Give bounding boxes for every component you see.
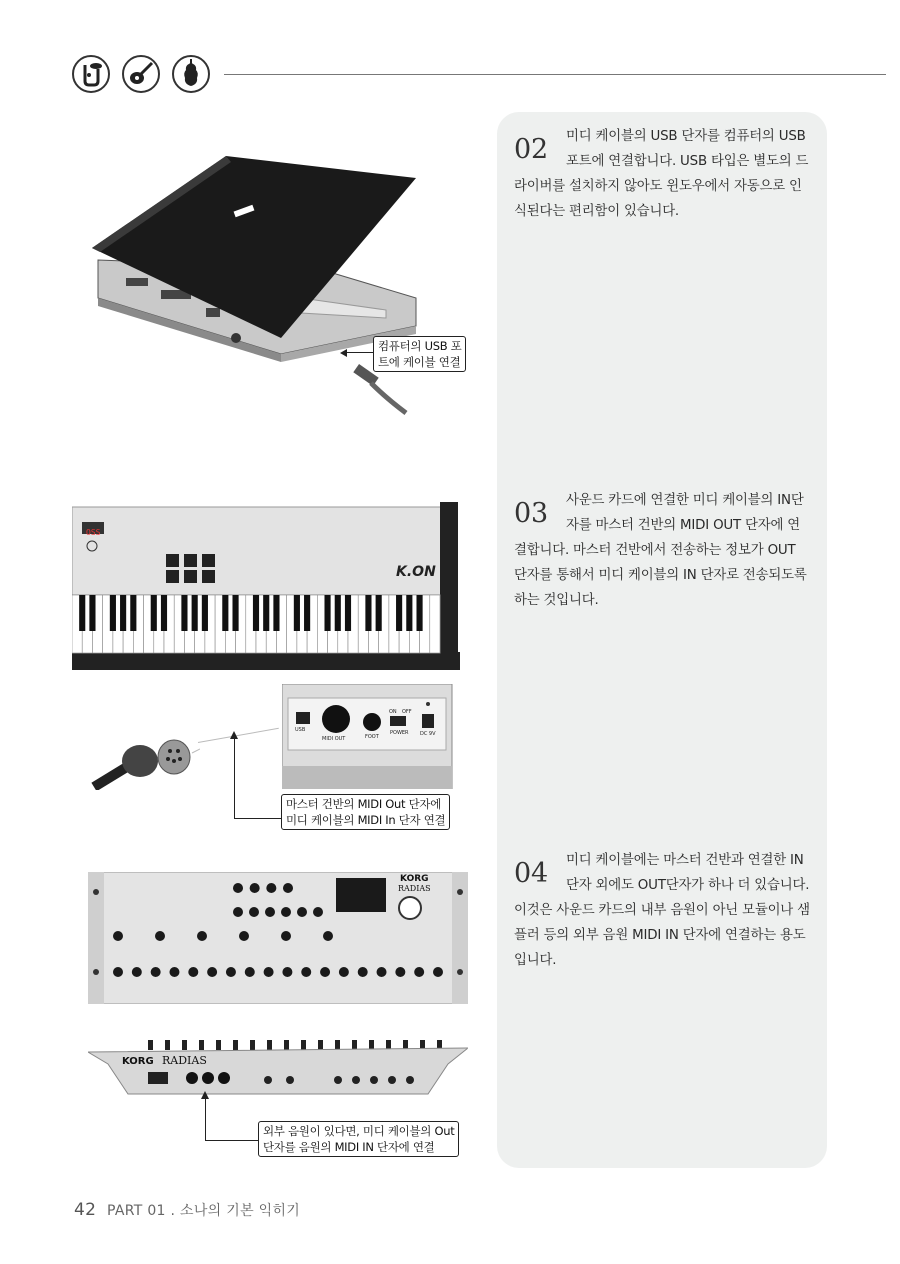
synth-rear-knob — [267, 1040, 272, 1050]
step-02 — [514, 124, 810, 224]
synth-knob — [414, 967, 424, 977]
synth-rear-knob — [216, 1040, 221, 1050]
step-number: 03 — [514, 498, 548, 529]
synth-knob — [339, 967, 349, 977]
black-key — [294, 595, 300, 631]
black-key — [79, 595, 85, 631]
callout-line: 트에 케이블 연결 — [378, 355, 461, 369]
black-key — [416, 595, 422, 631]
synth-rear-knob — [148, 1040, 153, 1050]
synth-knob — [155, 931, 165, 941]
midi-plug-guide-line — [198, 728, 279, 743]
synth-knob — [113, 931, 123, 941]
black-key — [151, 595, 157, 631]
synth-knob — [151, 967, 161, 977]
synth-knob — [266, 883, 276, 893]
synth-knob — [249, 907, 259, 917]
power-label: POWER — [390, 730, 409, 736]
synth-knob — [233, 883, 243, 893]
synth-module-front-image — [88, 872, 468, 1004]
black-key — [202, 595, 208, 631]
synth-knob — [132, 967, 142, 977]
synth-rear-knob — [352, 1040, 357, 1050]
keyboard-brand: K.ON — [396, 564, 436, 580]
synth-knob — [233, 907, 243, 917]
callout-line: 마스터 건반의 MIDI Out 단자에 — [286, 797, 442, 811]
black-key — [406, 595, 412, 631]
step-text: 미디 케이블에는 마스터 건반과 연결한 IN단자 외에도 OUT단자가 하나 더 있습니다. 이것은 사운드 카드의 내부 음원이 아닌 모듈이나 샘플러 등의 외부 음원 MIDI IN 단자에 연결하는 용도 입니다. — [514, 853, 810, 968]
synth-knob — [207, 967, 217, 977]
synth-knob — [395, 967, 405, 977]
laptop-callout — [373, 336, 466, 372]
synth-knob — [245, 967, 255, 977]
callout-line: 외부 음원이 있다면, 미디 케이블의 Out — [263, 1124, 455, 1138]
synth-knob — [377, 967, 387, 977]
laptop-image — [86, 148, 426, 423]
synth-knob — [358, 967, 368, 977]
header-rule — [224, 74, 886, 75]
guitar-icon — [122, 55, 160, 93]
synth-model: RADIAS — [398, 884, 431, 893]
black-key — [222, 595, 228, 631]
white-key — [430, 595, 440, 653]
synth-rear-brand: KORG — [122, 1056, 154, 1067]
synth-rear-knob — [182, 1040, 187, 1050]
synth-module-rear-image — [88, 1034, 468, 1104]
tuba-icon — [72, 55, 110, 93]
usb-port-label: USB — [295, 727, 306, 733]
violin-icon — [172, 55, 210, 93]
synth-knob — [283, 883, 293, 893]
laptop-callout-leader — [346, 352, 374, 353]
on-label: ON — [389, 709, 397, 715]
black-key — [304, 595, 310, 631]
black-key — [232, 595, 238, 631]
keyboard-callout-leader — [234, 738, 235, 818]
synth-knob — [320, 967, 330, 977]
black-key — [396, 595, 402, 631]
synth-rear-model: RADIAS — [162, 1054, 207, 1067]
black-key — [324, 595, 330, 631]
footer-separator: . — [170, 1203, 181, 1219]
footer-part: PART 01 — [107, 1203, 166, 1219]
synth-brand: KORG — [400, 874, 429, 884]
synth-knob — [197, 931, 207, 941]
synth-rear-knob — [335, 1040, 340, 1050]
module-callout-arrowhead — [201, 1091, 209, 1099]
midi-plug-image — [90, 735, 200, 790]
black-key — [120, 595, 126, 631]
step-text: 미디 케이블의 USB 단자를 컴퓨터의 USB 포트에 연결합니다. USB 타입은 별도의 드라이버를 설치하지 않아도 윈도우에서 자동으로 인식된다는 편리함이 있습니다. — [514, 129, 809, 219]
step-03 — [514, 488, 810, 613]
black-key — [89, 595, 95, 631]
black-key — [181, 595, 187, 631]
header-icons — [72, 55, 217, 95]
step-04 — [514, 848, 810, 973]
callout-line: 미디 케이블의 MIDI In 단자 연결 — [286, 813, 446, 827]
module-callout-leader-h — [205, 1140, 259, 1141]
synth-rear-knob — [318, 1040, 323, 1050]
module-callout-leader — [205, 1098, 206, 1140]
synth-rear-knob — [199, 1040, 204, 1050]
black-key — [376, 595, 382, 631]
synth-knob — [226, 967, 236, 977]
synth-knob — [282, 967, 292, 977]
synth-knob — [297, 907, 307, 917]
midi-out-port-label: MIDI OUT — [322, 736, 346, 742]
synth-knob — [433, 967, 443, 977]
synth-knob — [113, 967, 123, 977]
synth-rear-knob — [284, 1040, 289, 1050]
synth-knob — [281, 931, 291, 941]
synth-knob — [281, 907, 291, 917]
synth-rear-knob — [250, 1040, 255, 1050]
dc-label: DC 9V — [420, 731, 436, 737]
step-number: 04 — [514, 858, 548, 889]
laptop-callout-arrowhead — [340, 349, 347, 357]
master-keyboard-image — [72, 502, 460, 670]
footer-chapter: 소나의 기본 익히기 — [180, 1203, 301, 1219]
synth-knob — [323, 931, 333, 941]
foot-port-label: FOOT — [365, 734, 379, 740]
synth-knob — [250, 883, 260, 893]
synth-knob — [301, 967, 311, 977]
synth-knob — [313, 907, 323, 917]
black-key — [263, 595, 269, 631]
black-key — [110, 595, 116, 631]
black-key — [253, 595, 259, 631]
keyboard-callout — [281, 794, 450, 830]
keyboard-rear-panel-image — [282, 684, 457, 789]
keyboard-callout-leader-h — [234, 818, 282, 819]
step-number: 02 — [514, 134, 548, 165]
step-text: 사운드 카드에 연결한 미디 케이블의 IN단자를 마스터 건반의 MIDI OUT 단자에 연결합니다. 마스터 건반에서 전송하는 정보가 OUT 단자를 통해서 미디 케이블의 IN 단자로 전송되도록 하는 것입니다. — [514, 493, 807, 608]
display-readout: OSS — [86, 528, 101, 537]
module-callout — [258, 1121, 459, 1157]
synth-rear-knob — [165, 1040, 170, 1050]
keyboard-callout-arrowhead — [230, 731, 238, 739]
page-footer — [74, 1200, 300, 1220]
callout-line: 단자를 음원의 MIDI IN 단자에 연결 — [263, 1140, 435, 1154]
off-label: OFF — [402, 709, 412, 715]
page-number: 42 — [74, 1200, 97, 1220]
black-key — [335, 595, 341, 631]
black-key — [130, 595, 136, 631]
callout-line: 컴퓨터의 USB 포 — [378, 339, 462, 353]
synth-knob — [188, 967, 198, 977]
synth-rear-knob — [233, 1040, 238, 1050]
black-key — [192, 595, 198, 631]
synth-knob — [265, 907, 275, 917]
synth-knob — [239, 931, 249, 941]
synth-rear-knob — [301, 1040, 306, 1050]
black-key — [273, 595, 279, 631]
black-key — [365, 595, 371, 631]
black-key — [345, 595, 351, 631]
synth-knob — [264, 967, 274, 977]
synth-knob — [169, 967, 179, 977]
instruction-panel — [497, 112, 827, 1168]
black-key — [161, 595, 167, 631]
